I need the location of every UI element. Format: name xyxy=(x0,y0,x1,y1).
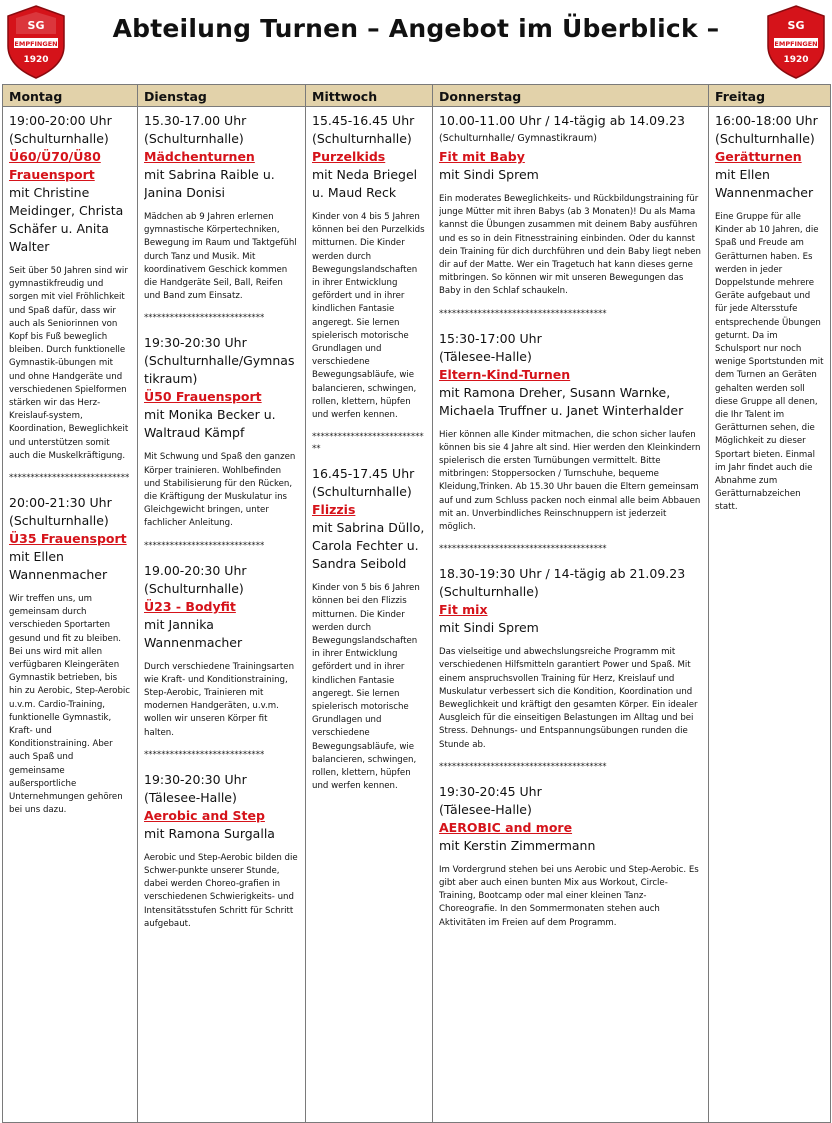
course-description: Im Vordergrund stehen bei uns Aerobic und Step-Aerobic. Es gibt aber auch einen bunten Mix aus Workout, Circle-Training, Bootcamp oder mal einer kleinen Tanz-Choreografie. In den Sommermonaten stehen auch Aktivitäten im Freien auf dem Programm. xyxy=(439,864,699,928)
course-description: Hier können alle Kinder mitmachen, die schon sicher laufen können bis sie 4 Jahre alt sind. Hier werden den Kleinkindern spielerisch die ersten Turnübungen vermittelt. Bitte mitbringen: Stoppersocken / Turnschuhe, bequeme Kleidung,Trinken. Ab 15.30 Uhr bauen die Eltern gemeinsam auf und zum Schluss packen noch einmal alle beim Abbauen mit an. Unverbindliches Reinschnuppern ist jederzeit möglich. xyxy=(439,429,701,533)
separator: *************************************** xyxy=(439,544,607,555)
course-venue: (Schulturnhalle) xyxy=(9,131,109,146)
course-description: Eine Gruppe für alle Kinder ab 10 Jahren, die Spaß und Freude am Gerätturnen haben. Es werden in jeder Doppelstunde mehrere Geräte aufgebaut und für jede Altersstufe entsprechende Übungen geturnt. Da im Schulsport nur noch wenige Sportstunden mit dem Turnen an Geräten gehalten werden soll diese Gruppe all denen, die Ihr Talent im Gerätturnen sehen, die Möglichkeit zu dieser Sportart bieten. Einmal im Jahr findet auch die Abnahme zum Gerätturnabzeichen statt. xyxy=(715,212,824,513)
course-block xyxy=(439,330,702,535)
course-description: Das vielseitige und abwechslungsreiche Programm mit verschiedenen Hilfsmitteln garantiert Power und Spaß. Mit einem anspruchsvollen Training für Herz, Kreislauf und Muskulatur verbessert sich die Kondition, Koordination und Beweglichkeit und kräftigt den gesamten Körper. Ein idealer Ausgleich für die einseitigen Belastungen im Alltag und bei Stress. Dehnungs- und Entspannungsübungen runden die Stunde ab. xyxy=(439,647,698,750)
separator: *************************************** xyxy=(439,308,607,319)
column-dienstag xyxy=(138,107,306,1123)
schedule-row xyxy=(3,107,831,1123)
svg-text:EMPFINGEN: EMPFINGEN xyxy=(774,40,818,48)
course-venue: (Schulturnhalle) xyxy=(439,584,539,600)
course-trainer: mit Ramona Dreher, Susann Warnke, Michaela Truffner u. Janet Winterhalder xyxy=(439,384,684,418)
course-time: 19.00-20:30 Uhr xyxy=(144,562,247,578)
course-block xyxy=(439,565,702,752)
course-venue: (Schulturnhalle/Gymnastikraum) xyxy=(144,353,295,387)
course-venue: (Schulturnhalle) xyxy=(144,131,244,146)
course-block xyxy=(9,494,131,817)
course-trainer: mit Monika Becker u. Waltraud Kämpf xyxy=(144,407,276,441)
course-block xyxy=(312,112,426,422)
day-header-mittwoch: Mittwoch xyxy=(306,85,433,107)
course-venue: (Schulturnhalle) xyxy=(9,513,109,529)
course-trainer: mit Ramona Surgalla xyxy=(144,825,275,841)
course-name: Ü60/Ü70/Ü80 Frauensport xyxy=(9,149,101,182)
course-time: 20:00-21:30 Uhr xyxy=(9,495,112,511)
course-description: Mit Schwung und Spaß den ganzen Körper trainieren. Wohlbefinden und Stabilisierung für den Rücken, die Kräftigung der Muskulatur ins Gleichgewicht bringen, unter fachlicher Anleitung. xyxy=(144,452,296,529)
course-trainer: mit Sabrina Düllo, Carola Fechter u. Sandra Seibold xyxy=(312,520,425,572)
course-trainer: mit Sindi Sprem xyxy=(439,167,539,182)
svg-text:SG: SG xyxy=(27,19,45,32)
course-description: Seit über 50 Jahren sind wir gymnastikfreudig und sorgen mit viel Fröhlichkeit und Spaß dafür, dass wir auch als Seniorinnen von Kopf bis Fuß beweglich bleiben. Durch funktionelle Gymnastik-übungen mit und ohne Handgeräte und verschiedenen Spielformen stärken wir das Herz-Kreislauf-system, Koordination, Beweglichkeit und unterstützen somit auch die Muskelkräftigung. xyxy=(9,266,129,461)
course-name: Mädchenturnen xyxy=(144,149,255,164)
course-time: 19:30-20:45 Uhr xyxy=(439,783,542,799)
day-header-donnerstag: Donnerstag xyxy=(433,85,709,107)
course-venue: (Schulturnhalle) xyxy=(715,131,815,146)
course-venue: (Schulturnhalle/ Gymnastikraum) xyxy=(439,133,597,144)
course-time: 15.30-17.00 Uhr xyxy=(144,113,247,128)
svg-text:EMPFINGEN: EMPFINGEN xyxy=(14,40,58,48)
column-freitag xyxy=(709,107,831,1123)
course-block xyxy=(144,562,299,740)
separator: **************************** xyxy=(144,313,265,324)
course-block xyxy=(439,112,702,299)
column-montag xyxy=(3,107,138,1123)
course-time: 16:00-18:00 Uhr xyxy=(715,113,818,128)
course-venue: (Schulturnhalle) xyxy=(144,580,244,596)
course-trainer: mit Ellen Wannenmacher xyxy=(715,167,814,200)
course-venue: (Schulturnhalle) xyxy=(312,484,412,500)
course-description: Kinder von 4 bis 5 Jahren können bei den Purzelkids mitturnen. Die Kinder werden durch Bewegungslandschaften in ihrer Entwicklung gefördert und in ihrer kindlichen Fantasie angeregt. Sie lernen spielerisch motorische Grundlagen und verschiedene Bewegungsabläufe, wie balancieren, schwingen, rollen, klettern, hüpfen und werfen kennen. xyxy=(312,212,425,421)
course-venue: (Schulturnhalle) xyxy=(312,131,412,146)
course-time: 19:30-20:30 Uhr xyxy=(144,771,247,787)
course-time: 10.00-11.00 Uhr / 14-tägig ab 14.09.23 xyxy=(439,113,685,128)
course-time: 15:30-17:00 Uhr xyxy=(439,330,542,346)
course-block xyxy=(439,783,702,930)
course-name: Gerätturnen xyxy=(715,149,802,164)
column-donnerstag xyxy=(433,107,709,1123)
course-block xyxy=(312,465,426,793)
course-trainer: mit Christine Meidinger, Christa Schäfer u. Anita Walter xyxy=(9,185,124,254)
course-description: Durch verschiedene Trainingsarten wie Kraft- und Konditionstraining, Step-Aerobic, Trainieren mit modernen Handgeräten, u.v.m. wollen wir unseren Körper fit halten. xyxy=(144,661,295,738)
course-time: 19:00-20:00 Uhr xyxy=(9,113,112,128)
course-venue: (Tälesee-Halle) xyxy=(439,348,532,364)
svg-text:SG: SG xyxy=(787,19,805,32)
course-trainer: mit Kerstin Zimmermann xyxy=(439,837,596,853)
course-time: 19:30-20:30 Uhr xyxy=(144,335,247,351)
separator: **************************** xyxy=(312,432,424,455)
course-name: Fit mit Baby xyxy=(439,149,525,164)
course-name: Flizzis xyxy=(312,502,356,518)
course-trainer: mit Sabrina Raible u. Janina Donisi xyxy=(144,167,275,200)
day-header-row xyxy=(3,85,831,107)
course-description: Aerobic und Step-Aerobic bilden die Schwer-punkte unserer Stunde, dabei werden Choreo-grafien in verschiedenen Schwierigkeits- und Intensitätsstufen Schritt für Schritt aufgebaut. xyxy=(144,852,298,929)
course-venue: (Tälesee-Halle) xyxy=(144,789,237,805)
page-header xyxy=(0,0,832,84)
course-name: Fit mix xyxy=(439,602,488,618)
course-block xyxy=(715,112,824,515)
course-block xyxy=(144,334,299,530)
separator: **************************** xyxy=(144,540,265,551)
schedule-table xyxy=(2,84,831,1123)
page-title: Abteilung Turnen – Angebot im Überblick – xyxy=(112,14,720,43)
course-name: Eltern-Kind-Turnen xyxy=(439,366,571,382)
course-description: Wir treffen uns, um gemeinsam durch verschieden Sportarten gesund und fit zu bleiben. Bei uns wird mit allen verfügbaren Kleingeräten Gymnastik betrieben, bis hin zu Aerobic, Step-Aerobic u.v.m. Cardio-Training, funktionelle Gymnastik, Kraft- und Konditionstraining. Aber auch Spaß und gemeinsame außersportliche Unternehmungen gehören bei uns dazu. xyxy=(9,594,131,816)
separator: **************************** xyxy=(9,473,130,484)
column-mittwoch xyxy=(306,107,433,1123)
course-trainer: mit Ellen Wannenmacher xyxy=(9,549,108,583)
course-time: 15.45-16.45 Uhr xyxy=(312,113,415,128)
club-logo-right xyxy=(764,4,828,80)
course-trainer: mit Sindi Sprem xyxy=(439,620,539,636)
course-name: Ü50 Frauensport xyxy=(144,389,262,405)
course-venue: (Tälesee-Halle) xyxy=(439,801,532,817)
day-header-montag: Montag xyxy=(3,85,138,107)
course-trainer: mit Jannika Wannenmacher xyxy=(144,616,243,650)
course-description: Mädchen ab 9 Jahren erlernen gymnastische Körpertechniken, Bewegung im Raum und Taktgefühl durch Tanz und Musik. Mit koordinativem Geschick kommen die Handgeräte Seil, Ball, Reifen und Band zum Einsatz. xyxy=(144,212,297,302)
course-time: 16.45-17.45 Uhr xyxy=(312,466,415,482)
course-name: Ü23 - Bodyfit xyxy=(144,598,236,614)
course-block xyxy=(144,112,299,303)
course-description: Kinder von 5 bis 6 Jahren können bei den Flizzis mitturnen. Die Kinder werden durch Bewegungslandschaften in ihrer Entwicklung gefördert und in ihrer kindlichen Fantasie angeregt. Sie lernen spielerisch motorische Grundlagen und verschiedene Bewegungsabläufe, wie balancieren, schwingen, rollen, klettern, hüpfen und werfen kennen. xyxy=(312,583,420,792)
separator: **************************** xyxy=(144,749,265,760)
course-name: AEROBIC and more xyxy=(439,819,573,835)
course-block xyxy=(9,112,131,463)
course-trainer: mit Neda Briegel u. Maud Reck xyxy=(312,167,418,200)
course-block xyxy=(144,771,299,931)
course-name: Ü35 Frauensport xyxy=(9,531,127,547)
day-header-freitag: Freitag xyxy=(709,85,831,107)
course-time: 18.30-19:30 Uhr / 14-tägig ab 21.09.23 xyxy=(439,566,686,582)
course-name: Purzelkids xyxy=(312,149,386,164)
svg-text:1920: 1920 xyxy=(783,55,809,65)
svg-text:1920: 1920 xyxy=(23,55,49,65)
day-header-dienstag: Dienstag xyxy=(138,85,306,107)
separator: *************************************** xyxy=(439,761,607,772)
course-description: Ein moderates Beweglichkeits- und Rückbildungstraining für junge Mütter mit ihren Babys (ab 3 Monaten)! Du als Mama kannst die Übungen zusammen mit deinem Baby ausführen und es so in dein Fitnesstraining einbinden. Oder du kannst dein Training für dich durchführen und dein Baby liegt neben dir auf der Matte. Wer ein Tragetuch hat kann dieses gerne mitbringen. So können wir mit unseren Bewegungen das Baby in den Schlaf schaukeln. xyxy=(439,194,701,297)
course-name: Aerobic and Step xyxy=(144,807,265,823)
